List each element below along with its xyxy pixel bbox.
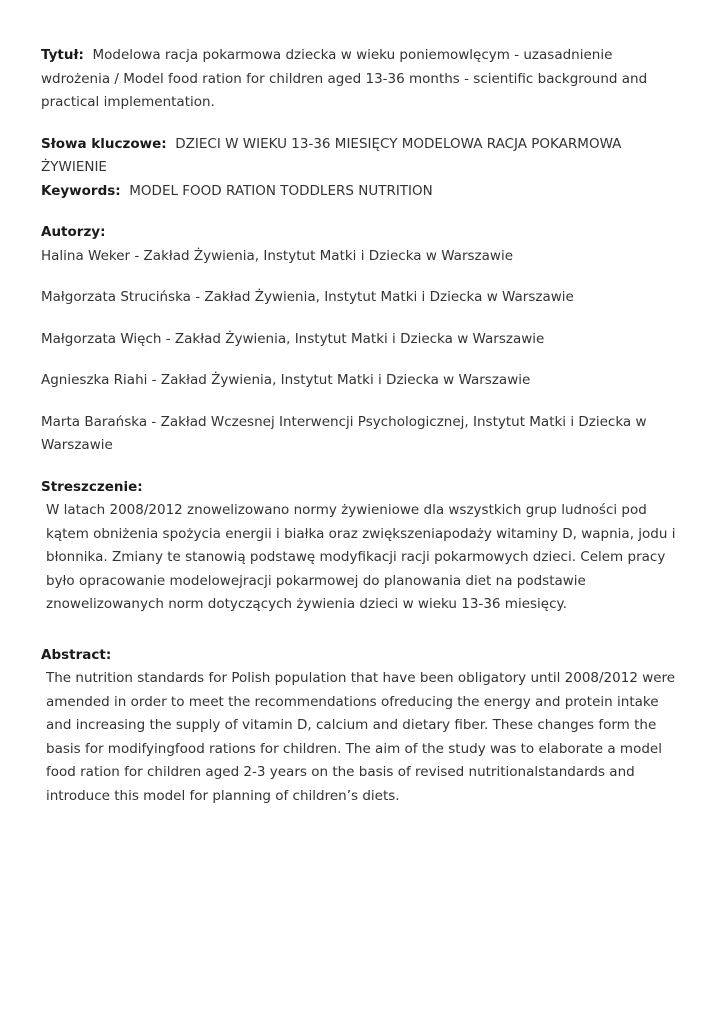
author-item: Małgorzata Strucińska - Zakład Żywienia, Instytut Matki i Dziecka w Warszawie	[41, 289, 574, 305]
author-item: Halina Weker - Zakład Żywienia, Instytut Matki i Dziecka w Warszawie	[41, 247, 513, 264]
author-item: Agnieszka Riahi - Zakład Żywienia, Instytut Matki i Dziecka w Warszawie	[41, 372, 531, 388]
keywords-pl-line	[41, 133, 685, 180]
summary-text: W latach 2008/2012 znowelizowano normy żywieniowe dla wszystkich grup ludności pod kątem obniżenia spożycia energii i białka oraz zwiększeniapodaży witaminy D, wapnia, jodu i błonnika. Zmiany te stanowią podstawę modyfikacji racji pokarmowych dzieci. Celem pracy było opracowanie modelowejracji pokarmowej do planowania diet na podstawie znowelizowanych norm dotyczących żywienia dzieci w wieku 13-36 miesięcy.	[46, 502, 676, 612]
keywords-pl-label: Słowa kluczowe:	[41, 135, 167, 152]
title-text: Modelowa racja pokarmowa dziecka w wieku poniemowlęcym - uzasadnienie wdrożenia / Model food ration for children aged 13-36 months - scientific background and practical implementation.	[41, 47, 648, 110]
keywords-en-text: MODEL FOOD RATION TODDLERS NUTRITION	[129, 182, 433, 199]
abstract-text: The nutrition standards for Polish population that have been obligatory until 2008/2012 were amended in order to meet the recommendations ofreducing the energy and protein intake and increasing the supply of vitamin D, calcium and dietary fiber. These changes form the basis for modifyingfood rations for children. The aim of the study was to elaborate a model food ration for children aged 2-3 years on the basis of revised nutritionalstandards and introduce this model for planning of children’s diets.	[46, 670, 676, 804]
title-label: Tytuł:	[41, 47, 84, 63]
keywords-pl-text: DZIECI W WIEKU 13-36 MIESIĘCY MODELOWA RACJA POKARMOWA ŻYWIENIE	[41, 135, 622, 175]
keywords-en-line	[41, 180, 685, 204]
author-item: Małgorzata Więch - Zakład Żywienia, Instytut Matki i Dziecka w Warszawie	[41, 330, 545, 347]
author-item: Marta Barańska - Zakład Wczesnej Interwencji Psychologicznej, Instytut Matki i Dziecka w Warszawie	[41, 413, 647, 453]
abstract-heading: Abstract:	[41, 646, 112, 663]
authors-list	[41, 245, 685, 458]
keywords-en-label: Keywords:	[41, 182, 121, 199]
keywords-section	[41, 133, 685, 204]
title-section	[41, 44, 685, 115]
summary-heading: Streszczenie:	[41, 478, 143, 495]
authors-heading: Autorzy:	[41, 224, 106, 240]
